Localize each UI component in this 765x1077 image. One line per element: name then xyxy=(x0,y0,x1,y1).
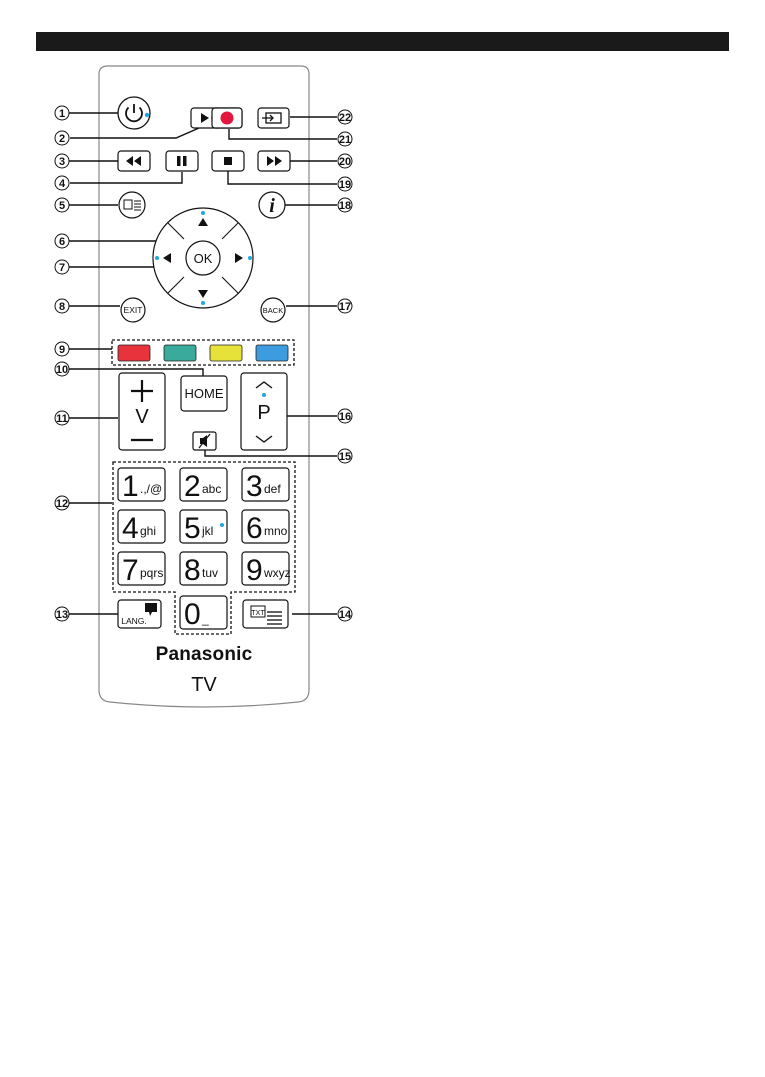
key-letters: mno xyxy=(264,524,288,538)
indicator-dot xyxy=(201,211,205,215)
key-letters: pqrs xyxy=(140,566,164,580)
callout-12 xyxy=(55,496,69,510)
exit-button[interactable] xyxy=(121,298,145,322)
svg-text:14: 14 xyxy=(338,609,352,621)
svg-text:13: 13 xyxy=(55,609,69,621)
number-key-3[interactable] xyxy=(242,468,289,503)
svg-text:6: 6 xyxy=(58,236,66,248)
svg-text:11: 11 xyxy=(56,413,68,425)
ok-button[interactable] xyxy=(186,241,220,275)
key-letters: tuv xyxy=(202,566,219,580)
key-digit: 9 xyxy=(246,554,263,587)
program-rocker[interactable] xyxy=(241,373,287,450)
stop-icon xyxy=(224,157,232,165)
callout-11 xyxy=(55,411,69,425)
key-digit: 4 xyxy=(122,512,139,545)
callout-13 xyxy=(55,607,69,621)
indicator-dot xyxy=(145,113,149,117)
svg-text:2: 2 xyxy=(58,133,66,145)
callout-19 xyxy=(338,177,352,191)
key-digit: 2 xyxy=(184,470,201,503)
indicator-dot xyxy=(220,523,224,527)
indicator-dot xyxy=(262,393,266,397)
key-digit: 3 xyxy=(246,470,263,503)
back-label: BACK xyxy=(262,306,284,315)
number-key-9[interactable] xyxy=(242,552,291,587)
callout-8 xyxy=(55,299,69,313)
callout-18 xyxy=(338,198,352,212)
volume-label: V xyxy=(135,406,149,428)
number-key-2[interactable] xyxy=(180,468,227,503)
rewind-button[interactable] xyxy=(118,151,150,171)
back-button[interactable] xyxy=(261,298,285,322)
svg-text:8: 8 xyxy=(58,301,66,313)
callout-2 xyxy=(55,131,69,145)
svg-text:1: 1 xyxy=(58,108,66,120)
svg-text:18: 18 xyxy=(338,200,352,212)
txt-label: TXT xyxy=(251,610,265,617)
key-digit: 7 xyxy=(122,554,139,587)
mute-button[interactable] xyxy=(193,432,216,450)
source-button[interactable] xyxy=(258,108,289,128)
lang-label: LANG. xyxy=(121,616,147,626)
blue-button[interactable] xyxy=(256,345,288,361)
svg-text:3: 3 xyxy=(58,156,66,168)
lang-button[interactable] xyxy=(118,600,161,628)
number-key-6[interactable] xyxy=(242,510,289,545)
callout-3 xyxy=(55,154,69,168)
key-letters: jkl xyxy=(202,524,214,538)
key-letters: .,/@ xyxy=(140,482,163,496)
svg-text:9: 9 xyxy=(58,344,66,356)
callout-21 xyxy=(338,132,352,146)
svg-text:17: 17 xyxy=(338,301,352,313)
key-digit: 0 xyxy=(184,598,201,631)
callout-14 xyxy=(338,607,352,621)
key-digit: 8 xyxy=(184,554,201,587)
record-button-face[interactable] xyxy=(212,108,242,128)
volume-rocker[interactable] xyxy=(119,373,165,450)
callout-22 xyxy=(338,110,352,124)
number-key-8[interactable] xyxy=(180,552,227,587)
fast-forward-button[interactable] xyxy=(258,151,290,171)
program-label: P xyxy=(257,402,271,424)
key-letters: wxyz xyxy=(264,566,291,580)
callout-6 xyxy=(55,234,69,248)
record-icon xyxy=(221,112,234,125)
svg-text:22: 22 xyxy=(338,112,352,124)
key-letters: def xyxy=(264,482,281,496)
ok-label: OK xyxy=(193,251,213,266)
info-button[interactable] xyxy=(259,192,285,218)
callout-16 xyxy=(338,409,352,423)
callout-20 xyxy=(338,154,352,168)
key-letters: ghi xyxy=(140,524,157,538)
svg-text:20: 20 xyxy=(338,156,352,168)
indicator-dot xyxy=(155,256,159,260)
callout-9 xyxy=(55,342,69,356)
key-digit: 1 xyxy=(122,470,139,503)
svg-text:15: 15 xyxy=(338,451,352,463)
home-label: HOME xyxy=(184,386,224,401)
svg-text:12: 12 xyxy=(55,498,69,510)
power-button[interactable] xyxy=(118,97,150,129)
guide-button[interactable] xyxy=(119,192,145,218)
yellow-button[interactable] xyxy=(210,345,242,361)
callout-15 xyxy=(338,449,352,463)
svg-text:10: 10 xyxy=(55,364,69,376)
txt-button[interactable] xyxy=(243,600,288,628)
number-key-0[interactable] xyxy=(180,596,227,631)
svg-text:7: 7 xyxy=(58,262,66,274)
key-letters: abc xyxy=(202,482,222,496)
key-digit: 6 xyxy=(246,512,263,545)
callout-17 xyxy=(338,299,352,313)
number-key-5[interactable] xyxy=(180,510,227,545)
svg-text:19: 19 xyxy=(338,179,352,191)
green-button[interactable] xyxy=(164,345,196,361)
stop-button[interactable] xyxy=(212,151,244,171)
number-key-7[interactable] xyxy=(118,552,165,587)
indicator-dot xyxy=(201,301,205,305)
svg-text:16: 16 xyxy=(338,411,352,423)
key-letters: _ xyxy=(202,612,209,626)
svg-text:4: 4 xyxy=(58,178,66,190)
brand-logo: Panasonic xyxy=(155,644,253,665)
navigation-pad xyxy=(153,208,253,308)
number-key-1[interactable] xyxy=(118,468,165,503)
callout-5 xyxy=(55,198,69,212)
key-digit: 5 xyxy=(184,512,201,545)
indicator-dot xyxy=(248,256,252,260)
red-button[interactable] xyxy=(118,345,150,361)
number-key-4[interactable] xyxy=(118,510,165,545)
model-label: TV xyxy=(191,674,217,696)
info-icon: i xyxy=(269,195,275,217)
svg-text:5: 5 xyxy=(58,200,66,212)
pause-button[interactable] xyxy=(166,151,198,171)
callout-4 xyxy=(55,176,69,190)
callout-1 xyxy=(55,106,69,120)
home-button[interactable] xyxy=(181,376,227,411)
callout-7 xyxy=(55,260,69,274)
exit-label: EXIT xyxy=(123,305,143,315)
callout-10 xyxy=(55,362,69,376)
svg-text:21: 21 xyxy=(338,134,352,146)
